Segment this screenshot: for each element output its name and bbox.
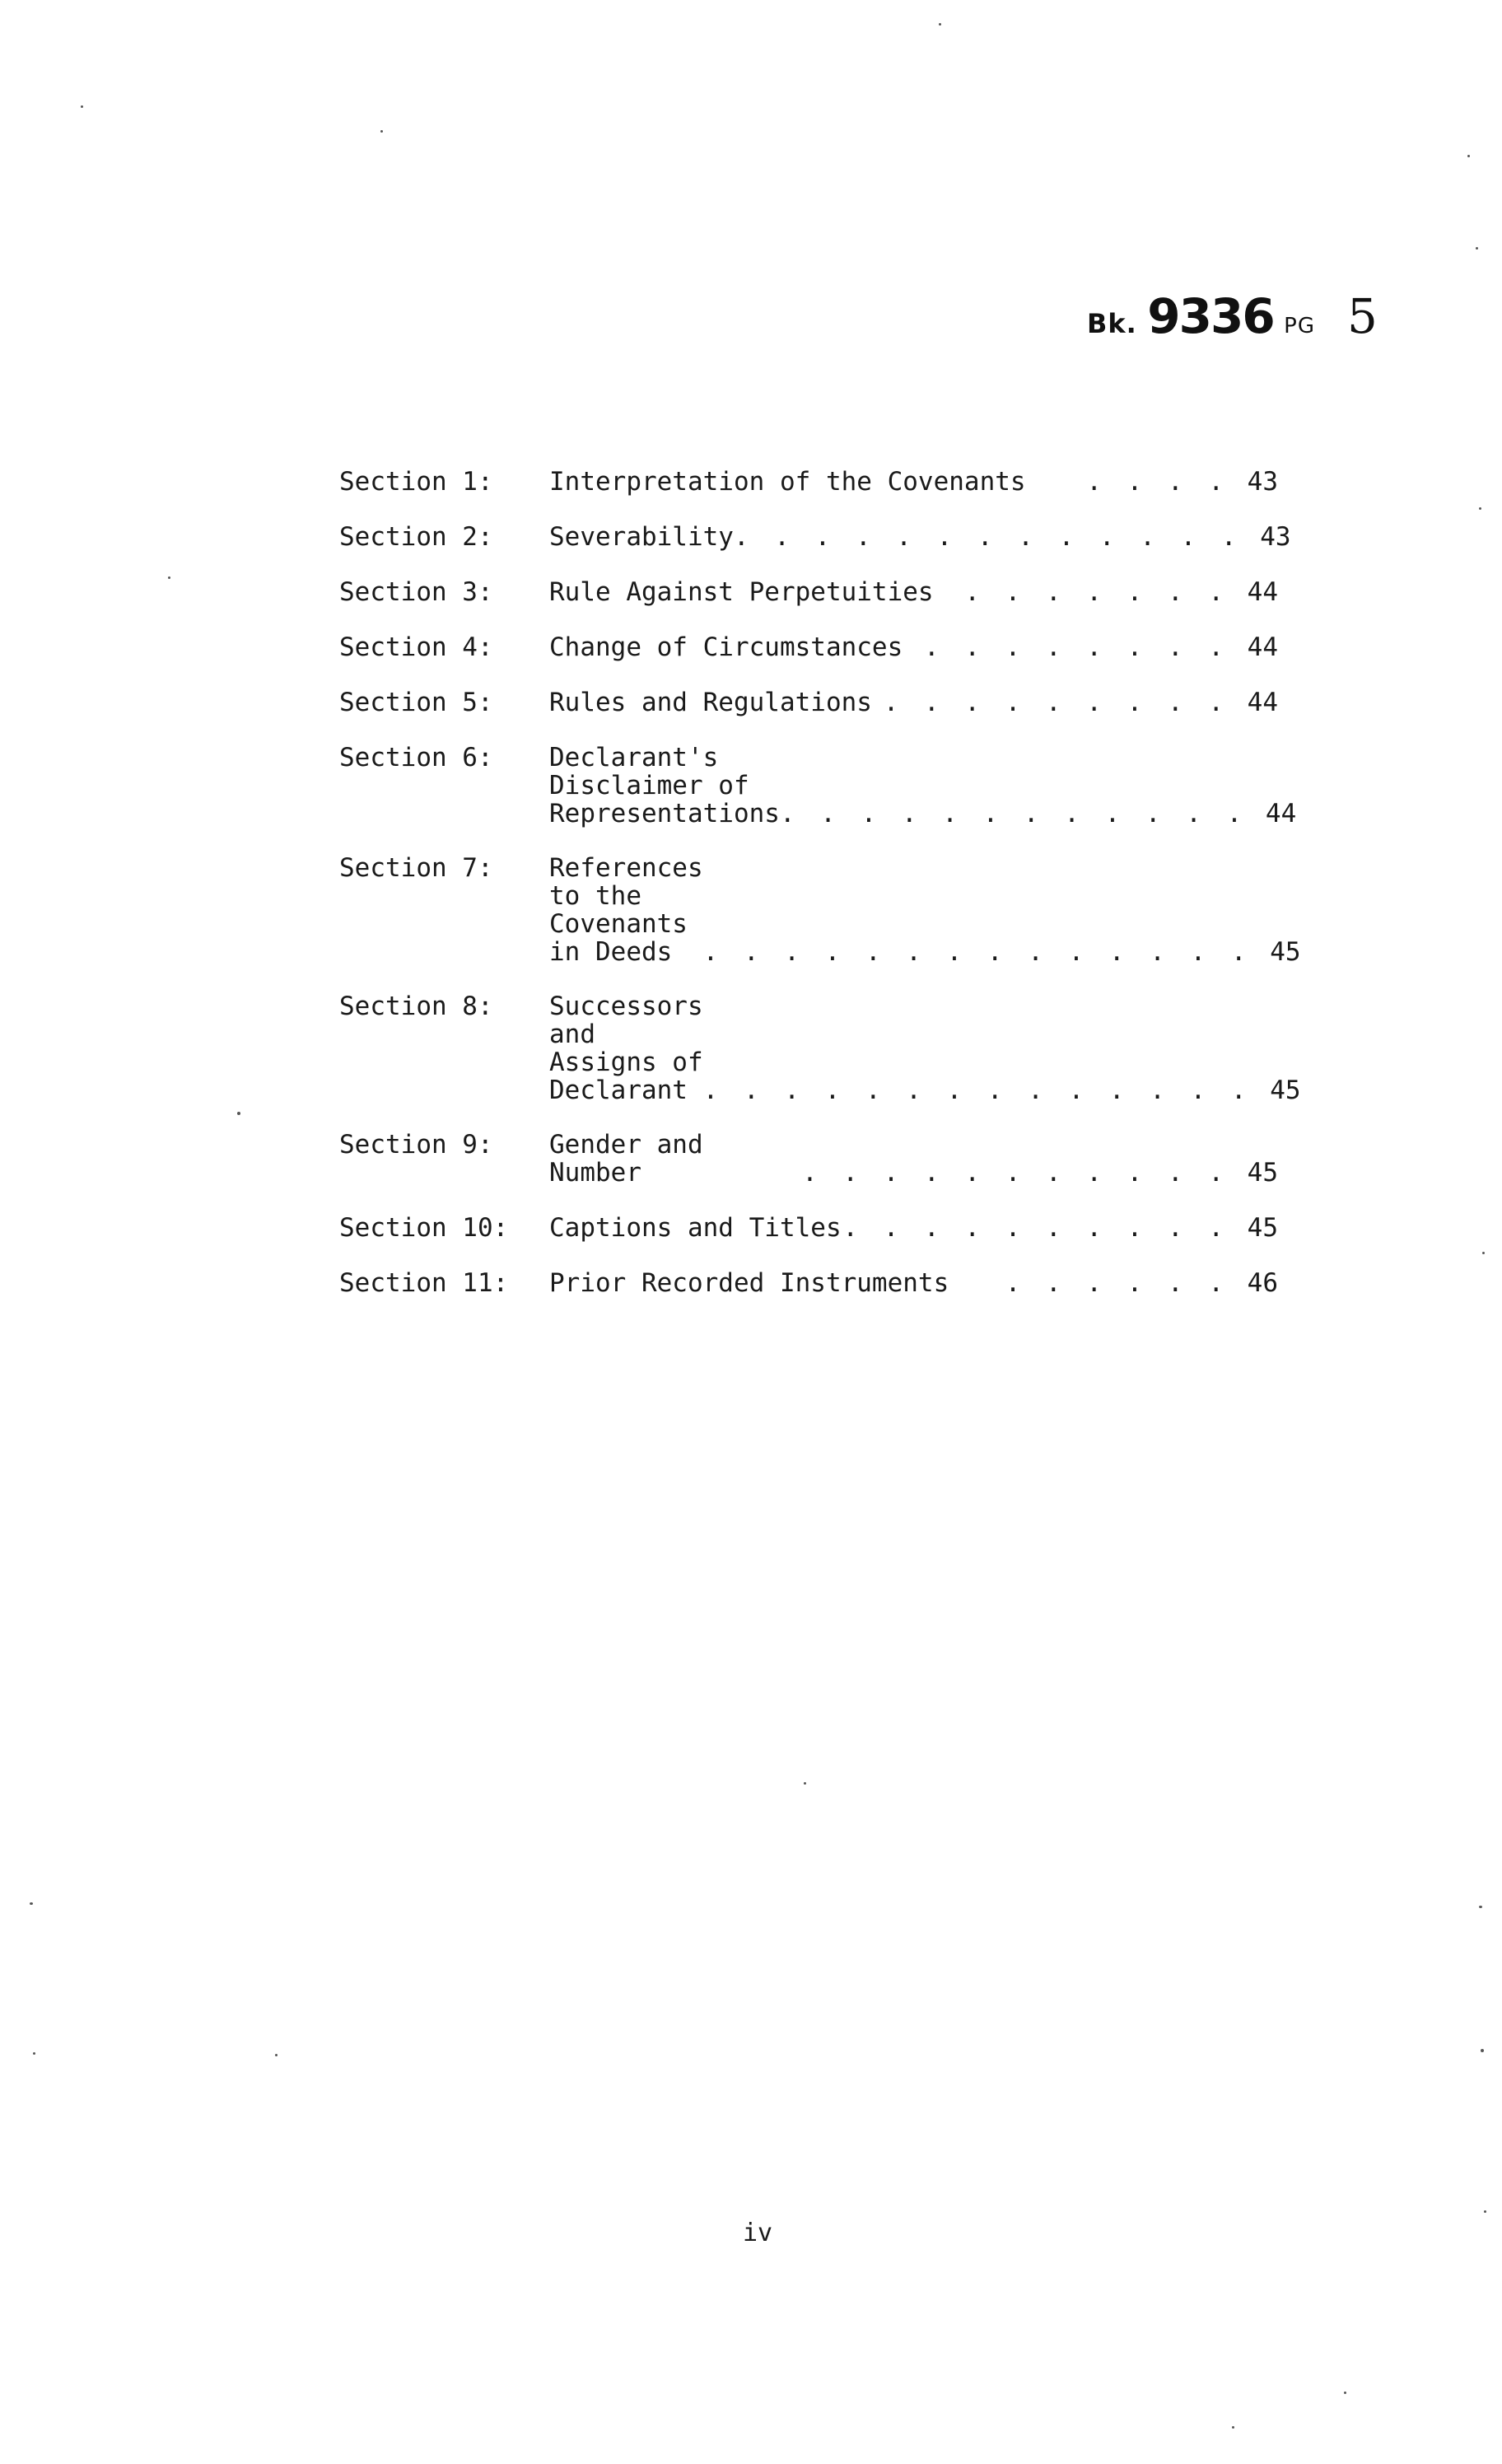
- scan-speck: [1467, 155, 1470, 157]
- toc-page-number: 44: [1265, 799, 1297, 828]
- toc-section-label: Section 1:: [339, 467, 493, 497]
- toc-page-number: 45: [1247, 1213, 1278, 1243]
- book-number: 9336: [1147, 288, 1274, 344]
- toc-leader: . . . . . . . . . . . . . .: [702, 1076, 1252, 1105]
- scan-speck: [33, 2052, 35, 2055]
- toc-section-label: Section 4:: [339, 632, 493, 662]
- book-prefix: Bk.: [1087, 308, 1137, 339]
- scan-speck: [1232, 2426, 1234, 2429]
- scan-speck: [804, 1782, 806, 1785]
- toc-entry: [339, 633, 1278, 661]
- toc-leader: . . . . . . . . . .: [842, 1213, 1229, 1243]
- toc-entry: [339, 743, 1297, 828]
- toc-title: References to the Covenants in Deeds: [549, 853, 703, 967]
- toc-page-number: 46: [1247, 1268, 1278, 1298]
- toc-page-number: 44: [1247, 632, 1278, 662]
- toc-page-number: 45: [1247, 1158, 1278, 1188]
- toc-entry: [339, 522, 1291, 552]
- toc-leader: . . . . . . . . . . . . .: [733, 522, 1242, 552]
- toc-section-label: Section 5:: [339, 688, 493, 717]
- toc-section-label: Section 10:: [339, 1213, 509, 1243]
- toc-entry: [339, 1131, 1278, 1187]
- toc-leader: . . . . . .: [1005, 1268, 1229, 1298]
- scan-speck: [1482, 1252, 1485, 1254]
- scan-speck: [168, 576, 170, 579]
- toc-title: Gender and Number: [549, 1130, 703, 1188]
- toc-page-number: 44: [1247, 688, 1278, 717]
- toc-page-number: 44: [1247, 577, 1278, 607]
- toc-title: Successors and Assigns of Declarant: [549, 992, 703, 1105]
- scan-speck: [380, 130, 383, 133]
- scan-speck: [1484, 2210, 1486, 2213]
- toc-entry: [339, 1269, 1278, 1297]
- toc-section-label: Section 3:: [339, 577, 493, 607]
- toc-page-number: 45: [1270, 937, 1301, 967]
- toc-title: Prior Recorded Instruments: [549, 1268, 949, 1298]
- toc-entry: [339, 992, 1301, 1105]
- toc-leader: . . . . . . . . . . . .: [779, 799, 1248, 828]
- scan-speck: [1479, 507, 1481, 510]
- toc-leader: . . . . . . . .: [924, 632, 1229, 662]
- toc-leader: . . . . . . .: [964, 577, 1229, 607]
- toc-leader: . . . . . . . . . . . . . .: [702, 937, 1252, 967]
- toc-entry: [339, 688, 1278, 716]
- toc-page-number: 45: [1270, 1076, 1301, 1105]
- toc-section-label: Section 7:: [339, 853, 493, 883]
- toc-entry: [339, 853, 1301, 967]
- toc-section-label: Section 8:: [339, 992, 493, 1021]
- toc-entry: [339, 1214, 1278, 1242]
- toc-section-label: Section 2:: [339, 522, 493, 552]
- toc-leader: . . . . . . . . .: [883, 688, 1229, 717]
- toc-section-label: Section 11:: [339, 1268, 509, 1298]
- toc-page-number: 43: [1260, 522, 1291, 552]
- scan-speck: [1479, 1906, 1482, 1908]
- toc-title: Change of Circumstances: [549, 632, 903, 662]
- scan-speck: [1481, 2049, 1484, 2052]
- toc-title: Interpretation of the Covenants: [549, 467, 1026, 497]
- scan-speck: [275, 2054, 278, 2056]
- toc-title: Severability: [549, 522, 734, 552]
- page-prefix: PG: [1284, 314, 1315, 338]
- toc-section-label: Section 6:: [339, 743, 493, 772]
- toc-title: Rule Against Perpetuities: [549, 577, 934, 607]
- toc-title: Declarant's Disclaimer of Representations: [549, 743, 780, 828]
- scan-speck: [30, 1902, 33, 1905]
- scan-speck: [939, 23, 941, 26]
- footer-page-number: iv: [742, 2219, 773, 2247]
- scan-speck: [1476, 247, 1478, 250]
- page-number-stamp: 5: [1347, 288, 1378, 344]
- scan-speck: [1344, 2392, 1346, 2394]
- toc-title: Captions and Titles: [549, 1213, 842, 1243]
- toc-section-label: Section 9:: [339, 1130, 493, 1160]
- toc-title: Rules and Regulations: [549, 688, 872, 717]
- scan-speck: [81, 105, 83, 108]
- table-of-contents: [339, 467, 1301, 1324]
- toc-leader: . . . .: [1086, 467, 1229, 497]
- book-number-stamp: [1087, 288, 1315, 344]
- toc-page-number: 43: [1247, 467, 1278, 497]
- toc-entry: [339, 468, 1278, 496]
- toc-entry: [339, 578, 1278, 606]
- scan-speck: [237, 1112, 240, 1115]
- toc-leader: . . . . . . . . . . .: [802, 1158, 1229, 1188]
